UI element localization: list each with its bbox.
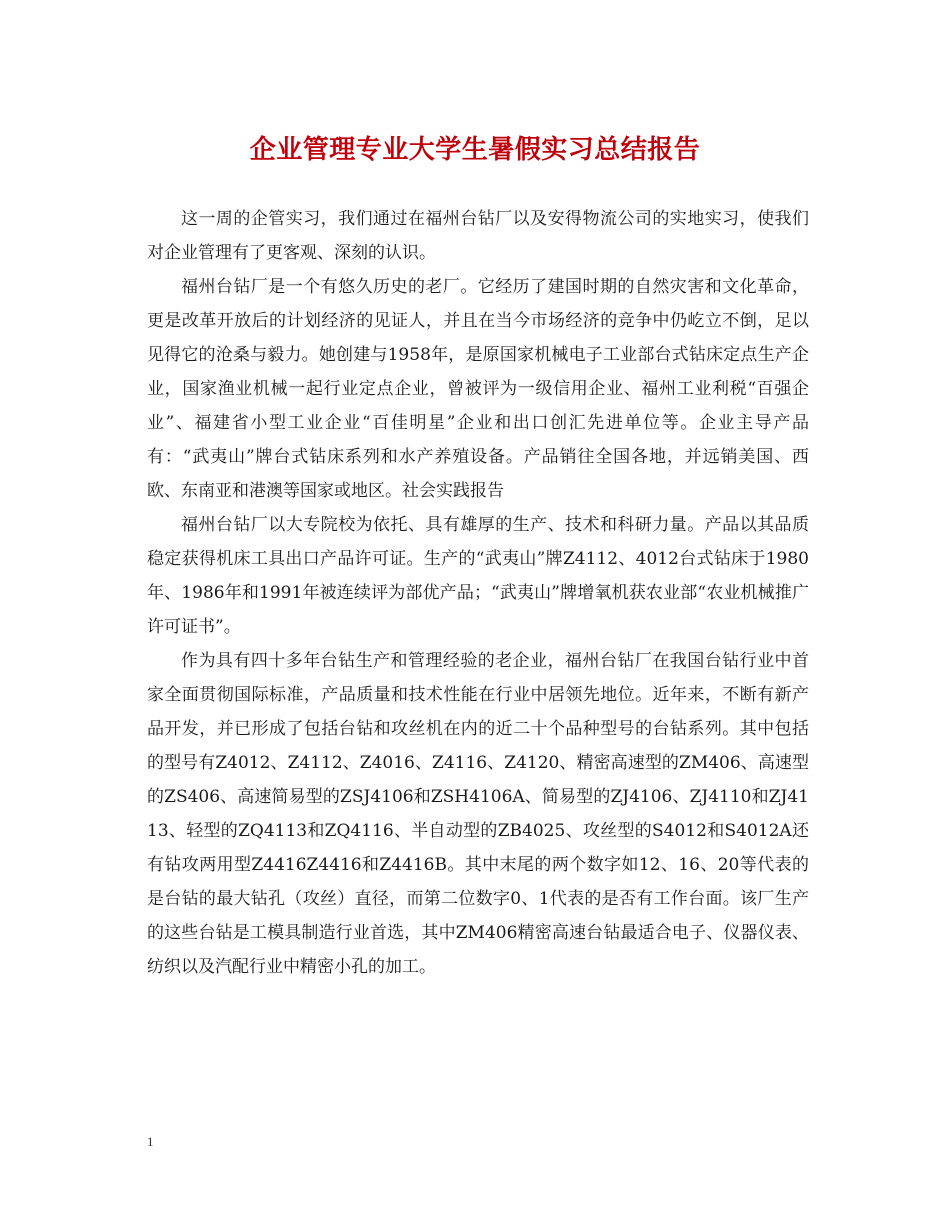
document-body [147,202,809,984]
paragraph-1: 这一周的企管实习，我们通过在福州台钻厂以及安得物流公司的实地实习，使我们对企业管理有了更客观、深刻的认识。 [147,209,809,263]
paragraph-2: 福州台钻厂是一个有悠久历史的老厂。它经历了建国时期的自然灾害和文化革命，更是改革开放后的计划经济的见证人，并且在当今市场经济的竞争中仍屹立不倒，足以见得它的沧桑与毅力。她创建与1958年，是原国家机械电子工业部台式钻床定点生产企业，国家渔业机械一起行业定点企业，曾被评为一级信用企业、福州工业利税“百强企业”、福建省小型工业企业“百佳明星”企业和出口创汇先进单位等。企业主导产品有：“武夷山”牌台式钻床系列和水产养殖设备。产品销往全国各地，并远销美国、西欧、东南亚和港澳等国家或地区。社会实践报告 [147,277,809,501]
page-number: 1 [147,1134,154,1149]
paragraph-4: 作为具有四十多年台钻生产和管理经验的老企业，福州台钻厂在我国台钻行业中首家全面贯彻国际标准，产品质量和技术性能在行业中居领先地位。近年来，不断有新产品开发，并已形成了包括台钻和攻丝机在内的近二十个品种型号的台钻系列。其中包括的型号有Z4012、Z4112、Z4016、Z4116、Z4120、精密高速型的ZM406、高速型的ZS406、高速简易型的ZSJ4106和ZSH4106A、简易型的ZJ4106、ZJ4110和ZJ4113、轻型的ZQ4113和ZQ4116、半自动型的ZB4025、攻丝型的S4012和S4012A还有钻攻两用型Z4416Z4416和Z4416B。其中末尾的两个数字如12、16、20等代表的是台钻的最大钻孔（攻丝）直径，而第二位数字0、1代表的是否有工作台面。该厂生产的这些台钻是工模具制造行业首选，其中ZM406精密高速台钻最适合电子、仪器仪表、纺织以及汽配行业中精密小孔的加工。 [147,651,809,977]
paragraph-3: 福州台钻厂以大专院校为依托、具有雄厚的生产、技术和科研力量。产品以其品质稳定获得机床工具出口产品许可证。生产的“武夷山”牌Z4112、4012台式钻床于1980年、1986年和1991年被连续评为部优产品；“武夷山”牌增氧机获农业部“农业机械推广许可证书”。 [147,515,809,637]
document-title: 企业管理专业大学生暑假实习总结报告 [249,135,701,165]
